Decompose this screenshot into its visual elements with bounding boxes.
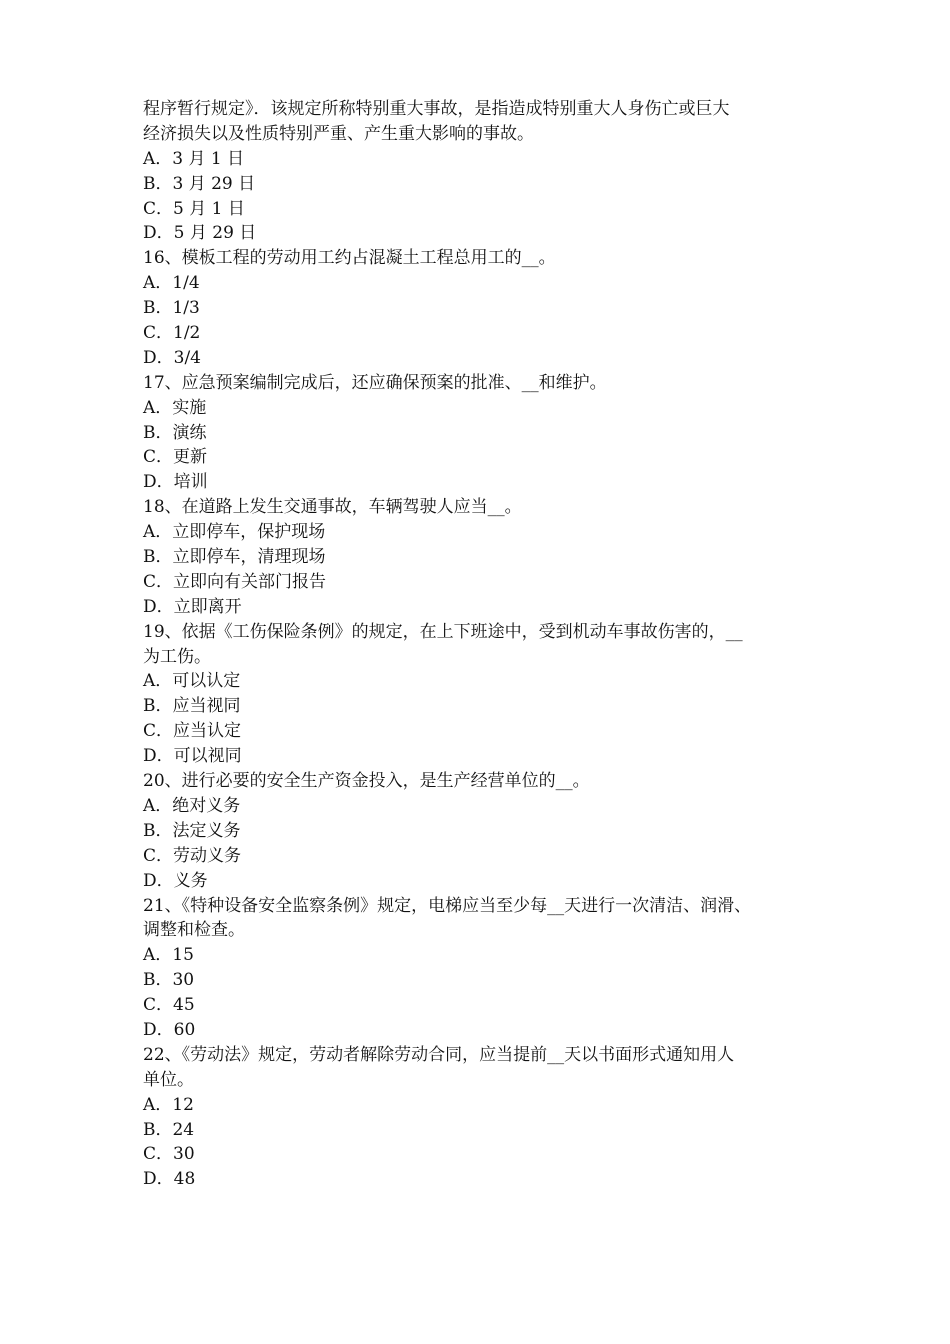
q19-option-d: D．可以视同 bbox=[143, 746, 242, 767]
q19-stem: 为工伤。 bbox=[143, 646, 211, 667]
intro-line: 经济损失以及性质特别严重、产生重大影响的事故。 bbox=[143, 123, 534, 144]
q16-option-b: B．1/3 bbox=[143, 298, 200, 319]
intro-line: 程序暂行规定》．该规定所称特别重大事故，是指造成特别重大人身伤亡或巨大 bbox=[143, 99, 730, 119]
q15-option-b: B．3 月 29 日 bbox=[143, 173, 256, 194]
document-body bbox=[143, 97, 813, 1192]
q22-option-b: B．24 bbox=[143, 1119, 195, 1140]
q21-stem: 21、《特种设备安全监察条例》规定，电梯应当至少每__天进行一次清洁、润滑、 bbox=[143, 895, 752, 916]
q17-stem: 17、应急预案编制完成后，还应确保预案的批准、__和维护。 bbox=[143, 372, 607, 393]
q17-option-c: C．更新 bbox=[143, 447, 208, 468]
q20-option-d: D．义务 bbox=[143, 870, 208, 891]
q18-option-c: C．立即向有关部门报告 bbox=[143, 571, 327, 592]
q18-option-b: B．立即停车，清理现场 bbox=[143, 547, 326, 568]
q21-stem: 调整和检查。 bbox=[143, 920, 245, 941]
q20-option-a: A．绝对义务 bbox=[143, 795, 241, 816]
q16-option-d: D．3/4 bbox=[143, 347, 201, 368]
q16-option-c: C．1/2 bbox=[143, 323, 201, 344]
q22-option-c: C．30 bbox=[143, 1144, 195, 1165]
q17-option-a: A．实施 bbox=[143, 397, 207, 418]
q15-option-a: A．3 月 1 日 bbox=[143, 148, 245, 169]
q22-option-d: D．48 bbox=[143, 1169, 196, 1190]
q21-option-a: A．15 bbox=[143, 945, 194, 966]
q22-stem: 22、《劳动法》规定，劳动者解除劳动合同，应当提前__天以书面形式通知用人 bbox=[143, 1044, 735, 1065]
q20-stem: 20、进行必要的安全生产资金投入，是生产经营单位的__。 bbox=[143, 771, 590, 792]
q21-option-d: D．60 bbox=[143, 1019, 196, 1040]
q20-option-c: C．劳动义务 bbox=[143, 845, 242, 866]
q18-option-d: D．立即离开 bbox=[143, 596, 242, 617]
q18-option-a: A．立即停车，保护现场 bbox=[143, 522, 326, 543]
q22-stem: 单位。 bbox=[143, 1069, 194, 1090]
q21-option-b: B．30 bbox=[143, 970, 195, 991]
q17-option-b: B．演练 bbox=[143, 422, 207, 443]
q19-stem: 19、依据《工伤保险条例》的规定，在上下班途中，受到机动车事故伤害的，__ bbox=[143, 621, 743, 642]
q16-option-a: A．1/4 bbox=[143, 273, 200, 294]
q19-option-b: B．应当视同 bbox=[143, 696, 241, 717]
q17-option-d: D．培训 bbox=[143, 472, 208, 493]
q22-option-a: A．12 bbox=[143, 1094, 194, 1115]
q21-option-c: C．45 bbox=[143, 995, 195, 1016]
q16-stem: 16、模板工程的劳动用工约占混凝土工程总用工的__。 bbox=[143, 248, 556, 269]
q19-option-c: C．应当认定 bbox=[143, 721, 242, 742]
q18-stem: 18、在道路上发生交通事故，车辆驾驶人应当__。 bbox=[143, 497, 522, 518]
q15-option-c: C．5 月 1 日 bbox=[143, 198, 245, 219]
q19-option-a: A．可以认定 bbox=[143, 671, 241, 692]
q20-option-b: B．法定义务 bbox=[143, 820, 241, 841]
q15-option-d: D．5 月 29 日 bbox=[143, 223, 257, 244]
